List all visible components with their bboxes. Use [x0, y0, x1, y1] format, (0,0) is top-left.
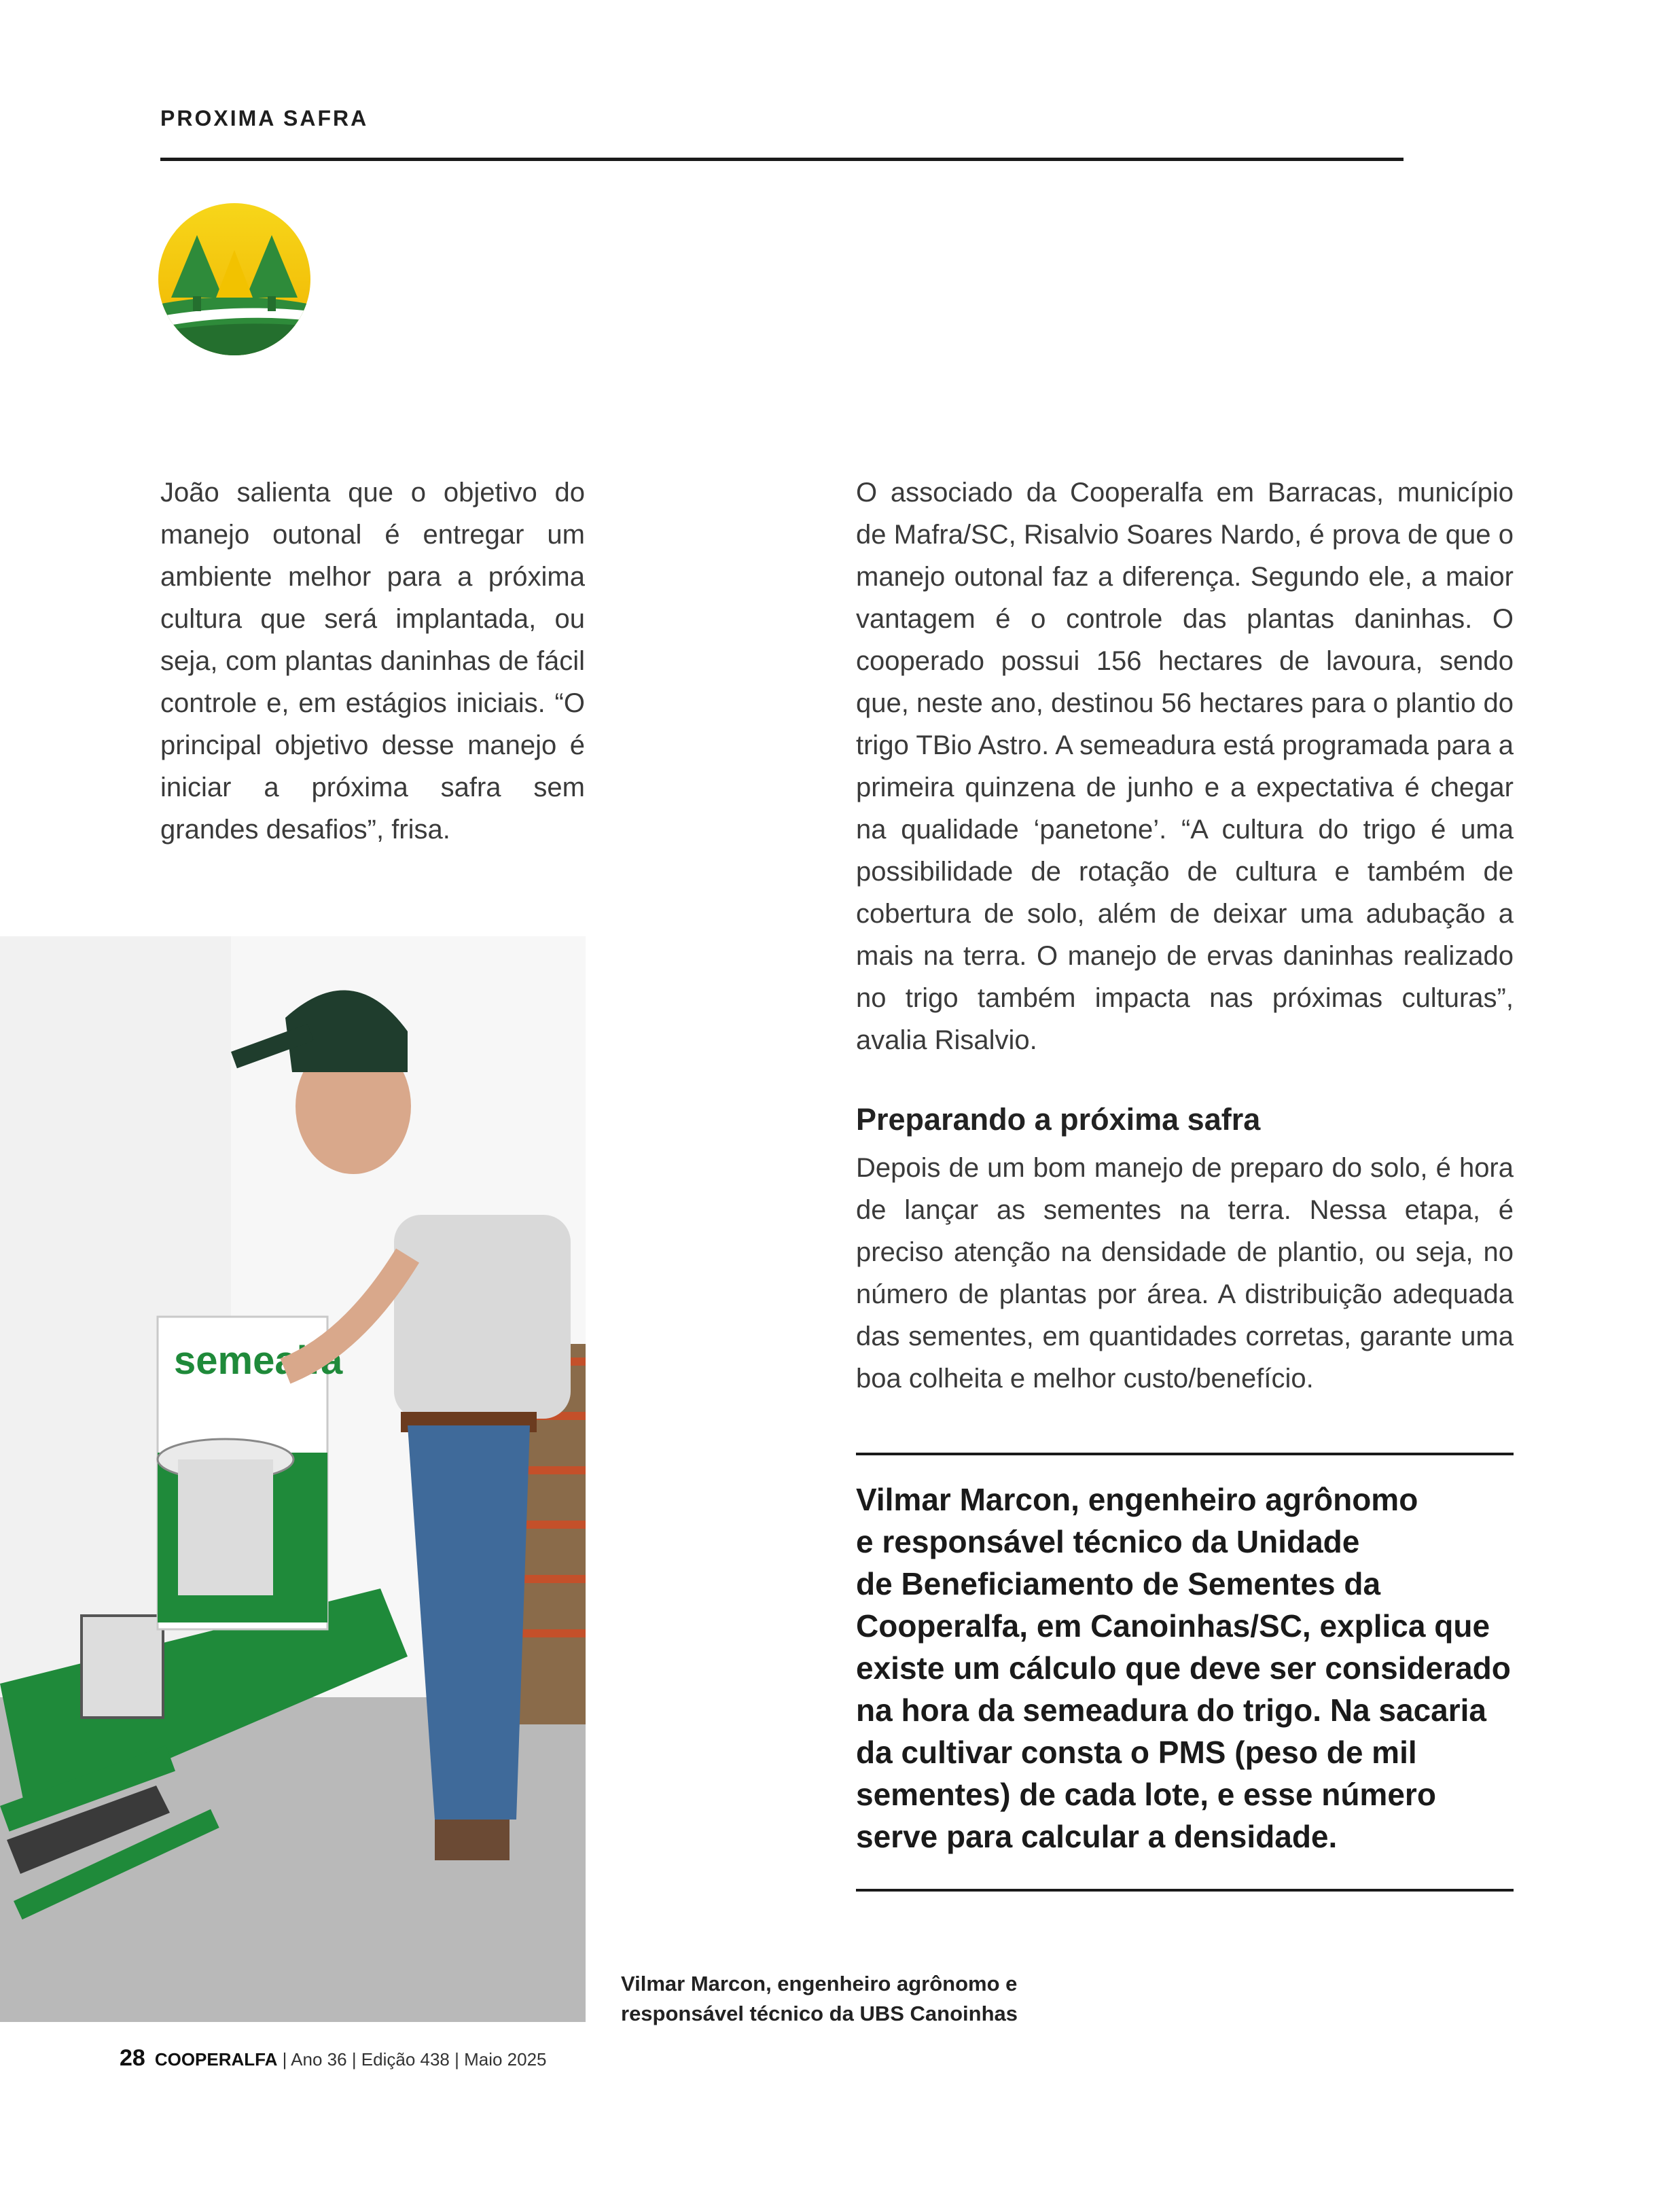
subheading: Preparando a próxima safra	[856, 1102, 1261, 1137]
quote-rule-bottom	[856, 1889, 1514, 1892]
page-number: 28	[120, 2045, 145, 2071]
photo-illustration	[0, 936, 586, 2022]
photo-caption	[621, 1969, 1137, 2029]
pull-quote-line: na hora da semeadura do trigo. Na sacaria	[856, 1692, 1486, 1728]
photo-seed-treatment	[0, 936, 586, 2022]
right-paragraph: O associado da Cooperalfa em Barracas, município de Mafra/SC, Risalvio Soares Nardo, é prova de que o manejo outonal faz a diferença. Segundo ele, a maior vantagem é o controle das plantas daninhas. O cooperado possui 156 hectares de lavoura, sendo que, neste ano, destinou 56 hectares para o plantio do trigo TBio Astro. A semeadura está programada para a primeira quinzena de junho e a expectativa é chegar na qualidade ‘panetone’. “A cultura do trigo é uma possibilidade de rotação de cultura e também de cobertura de solo, além de deixar uma adubação a mais na terra. O manejo de ervas daninhas realizado no trigo também impacta nas próximas culturas”, avalia Risalvio.	[856, 478, 1514, 1055]
cooperalfa-logo	[158, 202, 311, 356]
pull-quote	[856, 1478, 1522, 1858]
pull-quote-line: da cultivar consta o PMS (peso de mil	[856, 1735, 1417, 1770]
right-paragraph-2: Depois de um bom manejo de preparo do solo, é hora de lançar as sementes na terra. Nessa etapa, é preciso atenção na densidade de plantio, ou seja, no número de plantas por área. A distribuição adequada das sementes, em quantidades corretas, garante uma boa colheita e melhor custo/benefício.	[856, 1153, 1514, 1394]
pull-quote-line: sementes) de cada lote, e esse número	[856, 1777, 1436, 1812]
pull-quote-line: de Beneficiamento de Sementes da	[856, 1566, 1381, 1601]
pull-quote-line: Cooperalfa, em Canoinhas/SC, explica que	[856, 1608, 1490, 1644]
footer-info: | Ano 36 | Edição 438 | Maio 2025	[282, 2049, 547, 2070]
quote-rule-top	[856, 1453, 1514, 1455]
pull-quote-line: serve para calcular a densidade.	[856, 1819, 1338, 1854]
pull-quote-line: Vilmar Marcon, engenheiro agrônomo	[856, 1482, 1418, 1517]
bag-label: semealfa	[174, 1338, 343, 1383]
caption-line-1: Vilmar Marcon, engenheiro agrônomo e	[621, 1972, 1018, 1995]
header-rule	[160, 158, 1404, 161]
left-paragraph: João salienta que o objetivo do manejo outonal é entregar um ambiente melhor para a próxima cultura que será implantada, ou seja, com plantas daninhas de fácil controle e, em estágios iniciais. “O principal objetivo desse manejo é iniciar a próxima safra sem grandes desafios”, frisa.	[160, 478, 585, 845]
pull-quote-line: existe um cálculo que deve ser considerado	[856, 1650, 1511, 1686]
section-label: PROXIMA SAFRA	[160, 106, 369, 130]
caption-line-2: responsável técnico da UBS Canoinhas	[621, 2002, 1018, 2025]
footer-brand: COOPERALFA	[154, 2049, 278, 2070]
footer	[120, 2045, 547, 2072]
pull-quote-line: e responsável técnico da Unidade	[856, 1524, 1360, 1559]
